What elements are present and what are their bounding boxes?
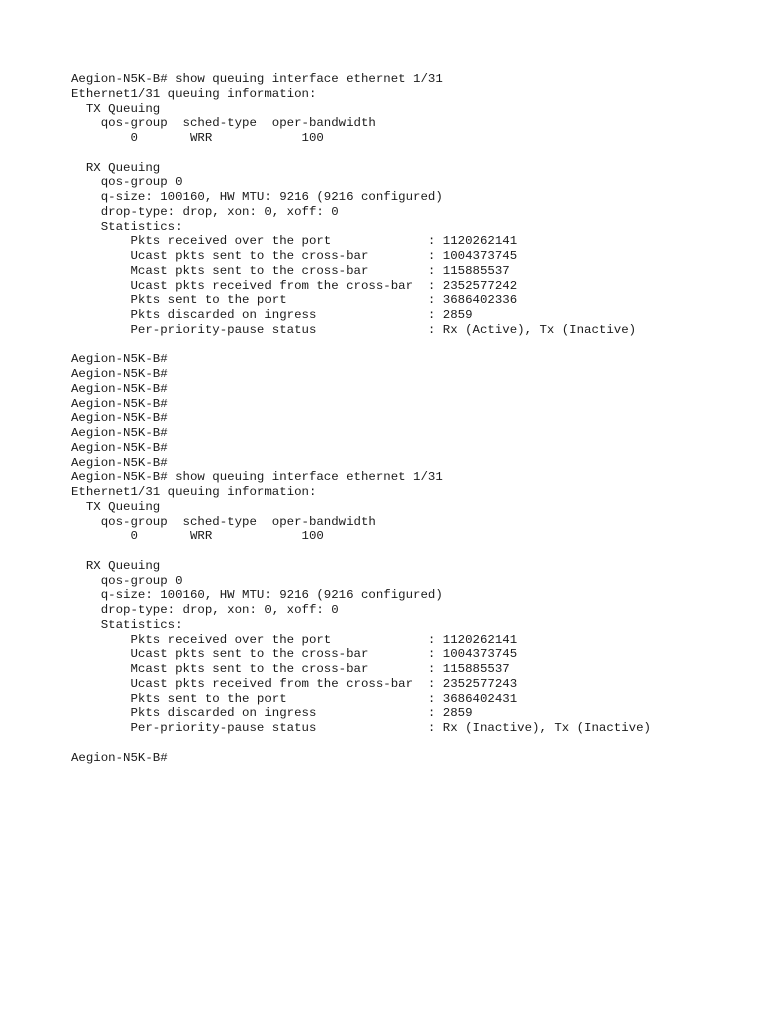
output-line: Pkts sent to the port : 3686402431 [71, 691, 518, 706]
output-line: Pkts received over the port : 1120262141 [71, 632, 518, 647]
output-line: Pkts discarded on ingress : 2859 [71, 706, 473, 721]
output-line [71, 146, 751, 161]
output-line: Pkts discarded on ingress : 2859 [71, 308, 473, 322]
output-line: TX Queuing [71, 499, 161, 514]
output-line: Per-priority-pause status : Rx (Inactive), Tx (Inactive) [71, 721, 651, 735]
output-line: drop-type: drop, xon: 0, xoff: 0 [71, 603, 339, 617]
output-line: Aegion-N5K-B# [71, 411, 168, 426]
output-line: TX Queuing [71, 101, 161, 116]
output-line: Per-priority-pause status : Rx (Active), Tx (Inactive) [71, 322, 637, 337]
output-line: q-size: 100160, HW MTU: 9216 (9216 configured) [71, 190, 443, 204]
output-line: Aegion-N5K-B# [71, 352, 168, 367]
output-line: 0 WRR 100 [71, 131, 324, 145]
output-line: Ucast pkts received from the cross-bar : 2352577242 [71, 278, 518, 293]
output-line: Mcast pkts sent to the cross-bar : 115885537 [71, 662, 510, 676]
output-line: Pkts sent to the port : 3686402336 [71, 293, 518, 308]
output-line: Aegion-N5K-B# [71, 440, 168, 455]
output-line: Aegion-N5K-B# [71, 455, 168, 470]
output-line: qos-group sched-type oper-bandwidth [71, 116, 376, 131]
output-line: Aegion-N5K-B# show queuing interface ethernet 1/31 [71, 470, 443, 485]
output-line: RX Queuing [71, 160, 161, 175]
output-line: q-size: 100160, HW MTU: 9216 (9216 configured) [71, 588, 443, 603]
output-line [71, 765, 751, 780]
output-line: qos-group sched-type oper-bandwidth [71, 514, 376, 529]
output-line: Aegion-N5K-B# [71, 750, 168, 765]
output-line: Ucast pkts sent to the cross-bar : 1004373745 [71, 249, 518, 263]
output-line: Ucast pkts received from the cross-bar : 2352577243 [71, 676, 518, 691]
output-line: Statistics: [71, 219, 183, 234]
output-line: Ucast pkts sent to the cross-bar : 1004373745 [71, 647, 518, 662]
output-line: Pkts received over the port : 1120262141 [71, 234, 518, 249]
output-line [71, 736, 751, 751]
output-line: Aegion-N5K-B# show queuing interface ethernet 1/31 [71, 72, 443, 86]
output-line: RX Queuing [71, 558, 161, 573]
output-line: Aegion-N5K-B# [71, 396, 168, 411]
output-line: Aegion-N5K-B# [71, 367, 168, 381]
output-line: Mcast pkts sent to the cross-bar : 115885537 [71, 263, 510, 278]
output-line: Aegion-N5K-B# [71, 381, 168, 396]
output-line: Aegion-N5K-B# [71, 426, 168, 440]
output-line: qos-group 0 [71, 573, 183, 588]
output-line: Ethernet1/31 queuing information: [71, 485, 317, 499]
output-line: qos-group 0 [71, 175, 183, 190]
output-line: drop-type: drop, xon: 0, xoff: 0 [71, 204, 339, 219]
terminal-output [71, 72, 751, 780]
output-line: 0 WRR 100 [71, 529, 324, 544]
output-line [71, 338, 751, 353]
output-line: Ethernet1/31 queuing information: [71, 86, 317, 101]
output-line [71, 544, 751, 559]
output-line: Statistics: [71, 617, 183, 632]
